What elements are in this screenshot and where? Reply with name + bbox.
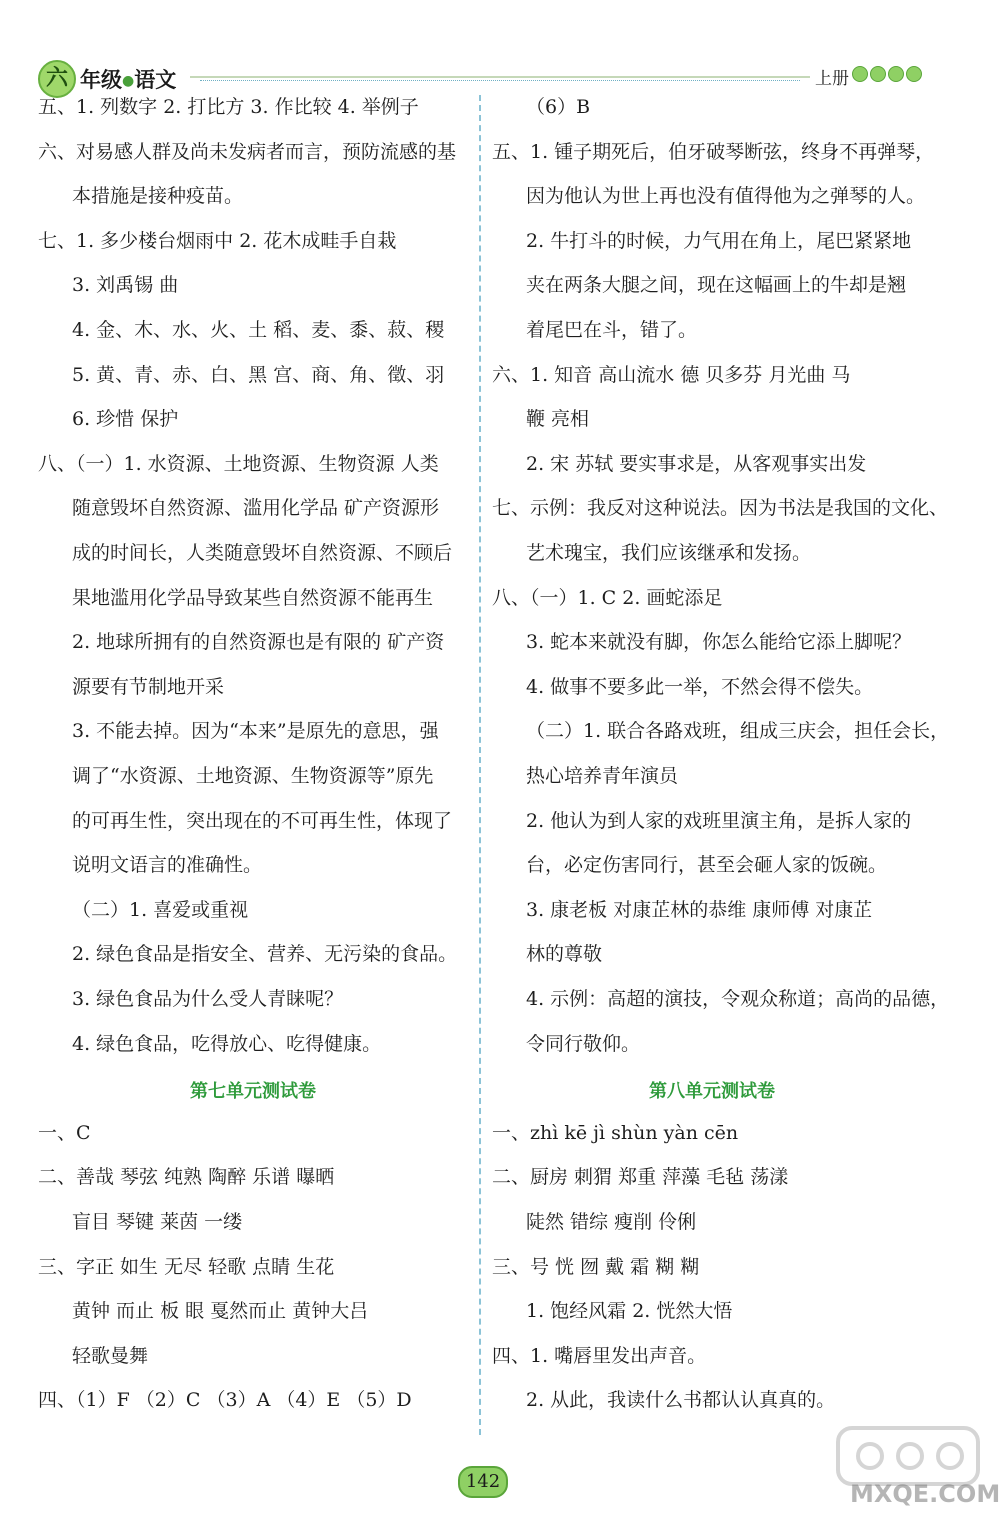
answer-line: 鞭 亮相 — [526, 408, 590, 431]
header-rule-dotted — [200, 80, 800, 81]
answer-line: 一、zhì kē jì shùn yàn cēn — [492, 1121, 739, 1144]
answer-line: 七、1. 多少楼台烟雨中 2. 花木成畦手自栽 — [38, 229, 397, 252]
answer-line: 林的尊敬 — [526, 943, 603, 966]
answer-line: 说明文语言的准确性。 — [72, 854, 263, 877]
answer-line: 陡然 错综 瘦削 伶俐 — [526, 1211, 697, 1233]
subject-text: 语文 — [134, 68, 177, 92]
page-number: 142 — [458, 1466, 508, 1498]
section-title: 第七单元测试卷 — [190, 1081, 316, 1103]
answer-line: 3. 康老板 对康芷林的恭维 康师傅 对康芷 — [526, 898, 873, 921]
grade-text: 年级 — [80, 68, 122, 92]
answer-line: 夹在两条大腿之间，现在这幅画上的牛却是翘 — [526, 274, 907, 297]
answer-line: 4. 绿色食品，吃得放心、吃得健康。 — [72, 1032, 382, 1055]
answer-line: 五、1. 列数字 2. 打比方 3. 作比较 4. 举例子 — [38, 96, 419, 118]
answer-line: 六、对易感人群及尚未发病者而言，预防流感的基 — [38, 140, 457, 163]
answer-line: 台，必定伤害同行，甚至会砸人家的饭碗。 — [526, 854, 888, 877]
answer-line: 二、厨房 刺猬 郑重 萍藻 毛毡 荡漾 — [492, 1166, 789, 1189]
answer-line: 八、（一）1. 水资源、土地资源、生物资源 人类 — [38, 452, 439, 475]
answer-line: 3. 不能去掉。因为“本来”是原先的意思，强 — [72, 720, 439, 743]
answer-line: 六、1. 知音 高山流水 德 贝多芬 月光曲 马 — [492, 363, 851, 386]
answer-line: 四、（1）F （2）C （3）A （4）E （5）D — [38, 1389, 412, 1412]
answer-line: 4. 示例：高超的演技，令观众称道；高尚的品德， — [526, 988, 950, 1010]
answer-line: 成的时间长，人类随意毁坏自然资源、不顾后 — [72, 542, 453, 564]
answer-line: 一、C — [38, 1121, 91, 1144]
header-rule — [190, 76, 810, 78]
answer-line: 艺术瑰宝，我们应该继承和发扬。 — [526, 542, 812, 564]
answer-line: 2. 从此，我读什么书都认认真真的。 — [526, 1389, 836, 1412]
answer-line: 源要有节制地开采 — [72, 675, 225, 698]
answer-line: （二）1. 喜爱或重视 — [72, 898, 249, 921]
grade-badge: 六 — [38, 60, 76, 98]
answer-line: 1. 饱经风霜 2. 恍然大悟 — [526, 1300, 733, 1323]
answer-line: 3. 绿色食品为什么受人青睐呢？ — [72, 988, 344, 1010]
answer-line: 黄钟 而止 板 眼 戛然而止 黄钟大吕 — [72, 1300, 369, 1323]
watermark-text: MXQE.COM — [850, 1480, 1000, 1508]
answer-line: （6）B — [526, 96, 591, 118]
answer-line: 三、字正 如生 无尽 轻歌 点睛 生花 — [38, 1255, 335, 1278]
answer-line: 热心培养青年演员 — [526, 765, 679, 787]
answer-line: 2. 宋 苏轼 要实事求是，从客观事实出发 — [526, 452, 867, 475]
answer-line: 轻歌曼舞 — [72, 1344, 149, 1367]
answer-line: 的可再生性，突出现在的不可再生性，体现了 — [72, 809, 453, 832]
answer-line: 2. 他认为到人家的戏班里演主角，是拆人家的 — [526, 809, 912, 832]
answer-line: 令同行敬仰。 — [526, 1032, 641, 1055]
answer-line: 八、（一）1. C 2. 画蛇添足 — [492, 586, 723, 609]
answer-line: 随意毁坏自然资源、滥用化学品 矿产资源形 — [72, 497, 440, 520]
answer-line: 本措施是接种疫苗。 — [72, 185, 244, 208]
answer-line: 着尾巴在斗，错了。 — [526, 319, 698, 341]
answer-line: 3. 蛇本来就没有脚，你怎么能给它添上脚呢？ — [526, 631, 912, 654]
answer-line: 盲目 琴键 莱茵 一缕 — [72, 1211, 243, 1233]
answer-line: 2. 牛打斗的时候，力气用在角上，尾巴紧紧地 — [526, 229, 912, 252]
answer-line: 3. 刘禹锡 曲 — [72, 274, 179, 297]
dot-icon — [852, 66, 868, 82]
answer-line: 二、善哉 琴弦 纯熟 陶醉 乐谱 曝晒 — [38, 1166, 335, 1189]
separator-dot-icon: ● — [122, 73, 135, 89]
section-title: 第八单元测试卷 — [649, 1081, 775, 1103]
answer-line: 2. 绿色食品是指安全、营养、无污染的食品。 — [72, 943, 458, 966]
dot-icon — [888, 66, 904, 82]
answer-line: （二）1. 联合各路戏班，组成三庆会，担任会长， — [526, 720, 950, 743]
answer-line: 6. 珍惜 保护 — [72, 408, 179, 431]
answer-line: 4. 金、木、水、火、土 稻、麦、黍、菽、稷 — [72, 319, 445, 341]
answer-line: 四、1. 嘴唇里发出声音。 — [492, 1344, 707, 1367]
header-dots — [852, 66, 922, 82]
dot-icon — [870, 66, 886, 82]
answer-line: 4. 做事不要多此一举，不然会得不偿失。 — [526, 675, 874, 698]
subject-label — [80, 64, 176, 94]
answer-line: 5. 黄、青、赤、白、黑 宫、商、角、徵、羽 — [72, 363, 445, 386]
answer-line: 果地滥用化学品导致某些自然资源不能再生 — [72, 586, 434, 609]
page-header — [0, 0, 1000, 100]
column-divider — [479, 95, 481, 1435]
answer-line: 因为他认为世上再也没有值得他为之弹琴的人。 — [526, 185, 926, 208]
dot-icon — [906, 66, 922, 82]
answer-line: 2. 地球所拥有的自然资源也是有限的 矿产资 — [72, 631, 445, 654]
answer-line: 七、示例：我反对这种说法。因为书法是我国的文化、 — [492, 497, 949, 520]
answer-line: 三、号 恍 囫 戴 霜 糊 糊 — [492, 1255, 700, 1278]
answer-line: 五、1. 锺子期死后，伯牙破琴断弦，终身不再弹琴， — [492, 140, 935, 163]
volume-label: 上册 — [815, 69, 849, 89]
answer-line: 调了“水资源、土地资源、生物资源等”原先 — [72, 765, 434, 787]
